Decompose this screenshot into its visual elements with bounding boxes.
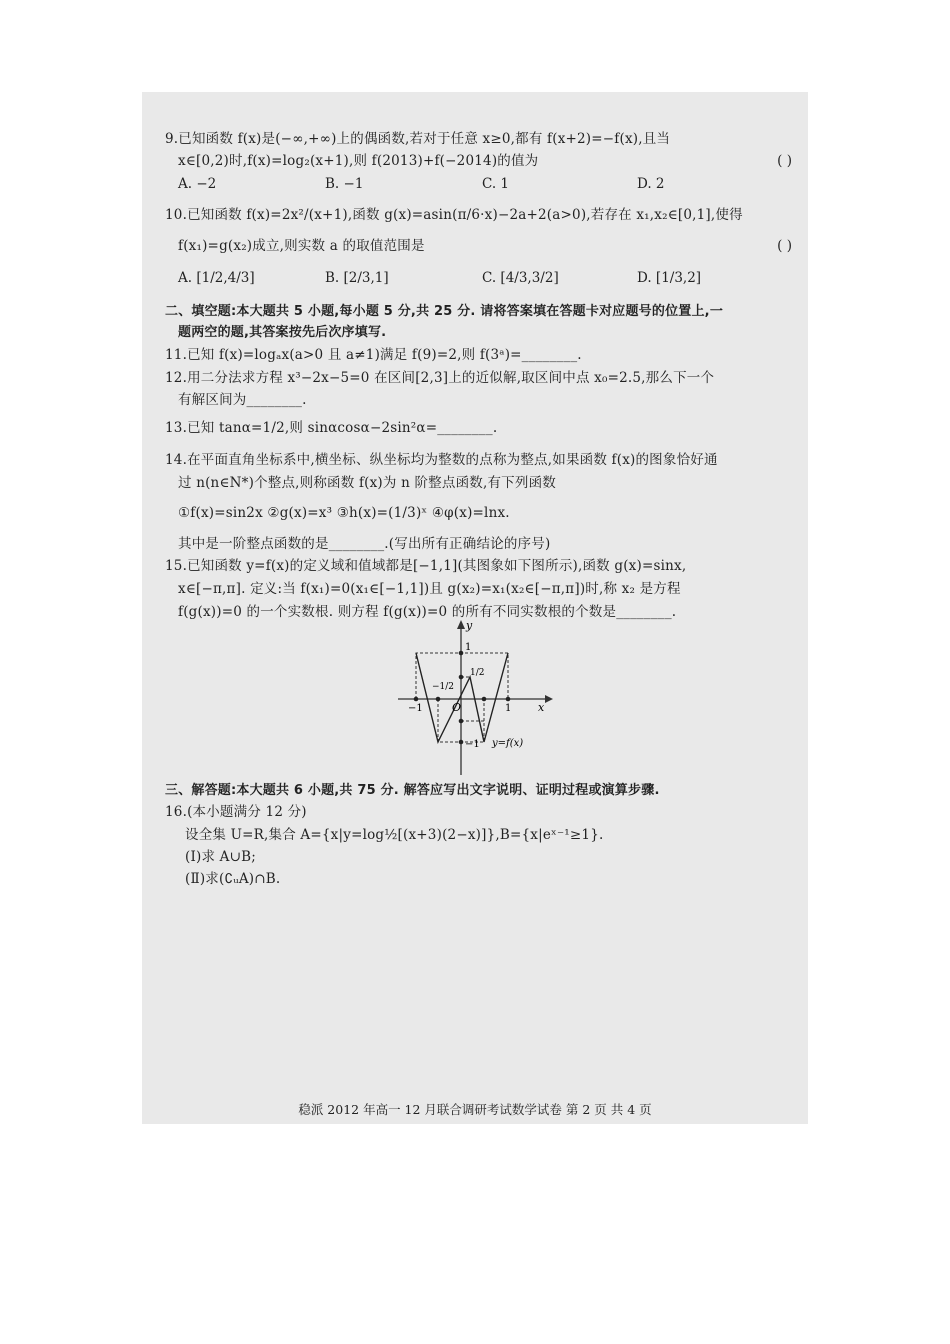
point-yneg1	[459, 740, 464, 745]
q10-option-a: A. [1/2,4/3]	[178, 270, 255, 286]
q9-line1: 9.已知函数 f(x)是(−∞,+∞)上的偶函数,若对于任意 x≥0,都有 f(x+2)=−f(x),且当	[165, 131, 671, 147]
x-axis-arrow	[545, 695, 553, 703]
q14-line1: 14.在平面直角坐标系中,横坐标、纵坐标均为整数的点称为整点,如果函数 f(x)的图象恰好通	[165, 452, 718, 468]
y-axis-arrow	[457, 620, 465, 629]
origin-label: O	[452, 701, 462, 714]
q9-option-a: A. −2	[178, 176, 217, 192]
q9-answer-paren: ( )	[777, 153, 792, 169]
q9-line2: x∈[0,2)时,f(x)=log₂(x+1),则 f(2013)+f(−2014)的值为	[178, 153, 539, 169]
q10-option-b: B. [2/3,1]	[325, 270, 389, 286]
curve-label: y=f(x)	[492, 738, 524, 749]
q14-line4: 其中是一阶整点函数的是________.(写出所有正确结论的序号)	[178, 536, 551, 552]
q16-statement: 设全集 U=R,集合 A={x|y=log½[(x+3)(2−x)]},B={x|eˣ⁻¹≥1}.	[185, 827, 604, 843]
section3-heading: 三、解答题:本大题共 6 小题,共 75 分. 解答应写出文字说明、证明过程或演算步骤.	[165, 783, 660, 798]
q10-line2: f(x₁)=g(x₂)成立,则实数 a 的取值范围是	[178, 238, 425, 254]
half-neg-label: −1/2	[432, 682, 455, 692]
y-axis-label: y	[466, 619, 473, 632]
x-1-label: 1	[505, 703, 512, 714]
y-neg1-label: −1	[465, 739, 480, 750]
curve-f	[416, 653, 508, 742]
point-neg1	[414, 697, 419, 702]
q14-line2: 过 n(n∈N*)个整点,则称函数 f(x)为 n 阶整点函数,有下列函数	[178, 475, 556, 491]
q15-line2: x∈[−π,π]. 定义:当 f(x₁)=0(x₁∈[−1,1])且 g(x₂)=x₁(x₂∈[−π,π])时,称 x₂ 是方程	[178, 581, 681, 597]
section2-heading-cont: 题两空的题,其答案按先后次序填写.	[178, 325, 387, 340]
point-x-half-pos	[482, 697, 487, 702]
q15-line1: 15.已知函数 y=f(x)的定义域和值域都是[−1,1](其图象如下图所示),函数 g(x)=sinx,	[165, 558, 687, 574]
point-x-half-neg	[436, 697, 441, 702]
page-footer: 稳派 2012 年高一 12 月联合调研考试数学试卷 第 2 页 共 4 页	[298, 1102, 652, 1117]
function-graph	[390, 615, 560, 780]
q12-line1: 12.用二分法求方程 x³−2x−5=0 在区间[2,3]上的近似解,取区间中点 x₀=2.5,那么下一个	[165, 370, 715, 386]
x-axis-label: x	[538, 701, 545, 714]
q12-line2: 有解区间为________.	[178, 392, 307, 408]
half-pos-label: 1/2	[470, 668, 485, 678]
q13: 13.已知 tanα=1/2,则 sinαcosα−2sin²α=________.	[165, 420, 498, 436]
q10-line1: 10.已知函数 f(x)=2x²/(x+1),函数 g(x)=asin(π/6·x)−2a+2(a>0),若存在 x₁,x₂∈[0,1],使得	[165, 207, 743, 223]
q14-function-list: ①f(x)=sin2x ②g(x)=x³ ③h(x)=(1/3)ˣ ④φ(x)=lnx.	[178, 505, 510, 521]
x-neg1-label: −1	[408, 703, 423, 714]
q16-title: 16.(本小题满分 12 分)	[165, 804, 307, 820]
q9-option-d: D. 2	[637, 176, 665, 192]
point-1	[506, 697, 511, 702]
q11: 11.已知 f(x)=logₐx(a>0 且 a≠1)满足 f(9)=2,则 f(3ᵃ)=________.	[165, 347, 582, 363]
q10-answer-paren: ( )	[777, 238, 792, 254]
q9-option-b: B. −1	[325, 176, 364, 192]
point-y1	[459, 651, 464, 656]
q9-option-c: C. 1	[482, 176, 510, 192]
point-half	[459, 675, 464, 680]
q16-part1: (Ⅰ)求 A∪B;	[185, 849, 256, 865]
q10-option-d: D. [1/3,2]	[637, 270, 702, 286]
point-neg-half	[459, 719, 464, 724]
q10-option-c: C. [4/3,3/2]	[482, 270, 559, 286]
q15-line3: f(g(x))=0 的一个实数根. 则方程 f(g(x))=0 的所有不同实数根的个数是________.	[178, 604, 677, 620]
section2-heading: 二、填空题:本大题共 5 小题,每小题 5 分,共 25 分. 请将答案填在答题卡对应题号的位置上,一	[165, 304, 724, 319]
q16-part2: (Ⅱ)求(∁ᵤA)∩B.	[185, 871, 281, 887]
y-1-label: 1	[465, 642, 472, 653]
